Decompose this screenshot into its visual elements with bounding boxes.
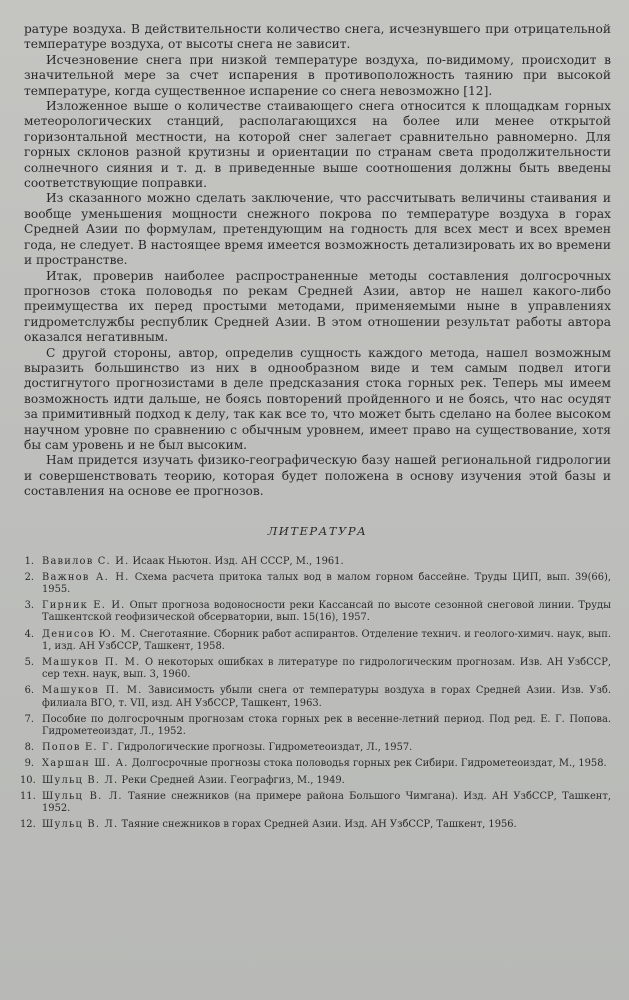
reference-number: 10. <box>20 774 36 786</box>
paragraph-3: Изложенное выше о количестве стаивающего снега относится к площадкам горных метеорологических станций, располагающихся на более или менее открытой горизонтальной местности, на которой снег залегает сравнительно равномерно. Для горных склонов разной крутизны и ориентации по странам света продолжительности солнечного сияния и т. д. в приведенные выше соотношения должны быть введены соответствующие поправки. <box>24 99 611 191</box>
reference-number: 4. <box>24 628 34 640</box>
reference-author: Вавилов С. И. <box>42 555 130 567</box>
reference-number: 6. <box>24 685 34 697</box>
reference-text: О некоторых ошибках в литературе по гидрологическим прогнозам. Изв. АН УзбССР, сер техн. наук, вып. 3, 1960. <box>42 657 612 681</box>
reference-text: Исаак Ньютон. Изд. АН СССР, М., 1961. <box>132 555 344 567</box>
reference-number: 7. <box>24 713 34 725</box>
references-title: ЛИТЕРАТУРА <box>267 523 368 538</box>
reference-number: 12. <box>20 819 36 831</box>
reference-number: 9. <box>24 758 34 770</box>
reference-text: Схема расчета притока талых вод в малом горном бассейне. Труды ЦИП, вып. 39(66), 1955. <box>42 571 611 595</box>
reference-author: Шульц В. Л. <box>42 819 119 831</box>
reference-text: Гидрологические прогнозы. Гидрометеоиздат, Л., 1957. <box>117 742 413 754</box>
reference-author: Денисов Ю. М. <box>42 628 137 640</box>
reference-item <box>24 572 611 596</box>
reference-item <box>24 657 611 681</box>
reference-text: Таяние снежников (на примере района Большого Чимгана). Изд. АН УзбССР, Ташкент, 1952. <box>42 790 611 815</box>
reference-author: Машуков П. М. <box>42 657 141 669</box>
reference-item <box>24 600 611 624</box>
paragraph-5: Итак, проверив наиболее распространенные методы составления долгосрочных прогнозов стока половодья по рекам Средней Азии, автор не нашел какого-либо преимущества их перед простыми методами, применяемыми ныне в управлениях гидрометслужбы республик Средней Азии. В этом отношении результат работы автора оказался негативным. <box>24 268 611 345</box>
reference-text: Пособие по долгосрочным прогнозам стока горных рек в весенне-летний период. Под ред. Е. Г. Попова. Гидрометеоиздат, Л., 1952. <box>42 713 611 738</box>
reference-item <box>24 758 611 770</box>
reference-item <box>24 742 611 754</box>
body-text <box>24 22 611 500</box>
reference-item <box>24 685 611 709</box>
reference-text: Опыт прогноза водоносности реки Кассансай по высоте сезонной снеговой линии. Труды Ташкентской геофизической обсерватории, вып. 15(16), 1957. <box>42 600 611 624</box>
reference-item <box>20 819 611 831</box>
reference-item <box>24 629 611 653</box>
reference-text: Реки Средней Азии. Географгиз, М., 1949. <box>121 774 345 786</box>
reference-number: 5. <box>24 657 34 669</box>
paragraph-4: Из сказанного можно сделать заключение, что рассчитывать величины стаивания и вообще уменьшения мощности снежного покрова по температуре воздуха в горах Средней Азии по формулам, претендующим на годность для всех мест и всех времен года, не следует. В настоящее время имеется возможность детализировать их во времени и пространстве. <box>24 191 611 268</box>
reference-text: Снеготаяние. Сборник работ аспирантов. Отделение технич. и геолого-химич. наук, вып. 1, изд. АН УзбССР, Ташкент, 1958. <box>42 628 612 652</box>
reference-author: Шульц В. Л. <box>42 774 119 786</box>
reference-number: 2. <box>24 571 34 583</box>
reference-text: Зависимость убыли снега от температуры воздуха в горах Средней Азии. Изв. Узб. филиала ВГО, т. VII, изд. АН УзбССР, Ташкент, 1963. <box>42 685 612 709</box>
reference-author: Гирник Е. И. <box>42 600 126 612</box>
reference-text: Таяние снежников в горах Средней Азии. Изд. АН УзбССР, Ташкент, 1956. <box>121 819 517 831</box>
reference-author: Важнов А. Н. <box>42 571 130 583</box>
reference-item <box>20 790 611 815</box>
reference-author: Шульц В. Л. <box>42 790 123 802</box>
paragraph-7: Нам придется изучать физико-географическую базу нашей региональной гидрологии и совершенствовать теорию, которая будет положена в основу изучения этой базы и составления на основе ее прогнозов. <box>24 453 611 499</box>
reference-author: Харшан Ш. А. <box>42 758 129 770</box>
reference-number: 11. <box>20 790 36 802</box>
reference-item <box>24 714 611 738</box>
paragraph-1: ратуре воздуха. В действительности количество снега, исчезнувшего при отрицательной температуре воздуха, от высоты снега не зависит. <box>24 22 611 52</box>
reference-text: Долгосрочные прогнозы стока половодья горных рек Сибири. Гидрометеоиздат, М., 1958. <box>131 758 607 770</box>
paragraph-2: Исчезновение снега при низкой температуре воздуха, по-видимому, происходит в значительной мере за счет испарения в противоположность таянию при высокой температуре, когда существенное испарение со снега невозможно [12]. <box>24 52 611 98</box>
reference-author: Машуков П. М. <box>42 685 143 697</box>
reference-number: 1. <box>24 555 34 567</box>
reference-item <box>20 774 611 787</box>
reference-number: 3. <box>24 600 34 612</box>
reference-item <box>24 556 611 568</box>
paragraph-6: С другой стороны, автор, определив сущность каждого метода, нашел возможным выразить большинство из них в однообразном виде и тем самым подвел итоги достигнутого прогнозистами в деле предсказания стока горных рек. Теперь мы имеем возможность идти дальше, не боясь повторений пройденного и не боясь, что нас осудят за примитивный подход к делу, так как все то, что может быть сделано на более высоком научном уровне по сравнению с обычным уровнем, имеет право на существование, хотя бы сам уровень и не был высоким. <box>24 345 611 452</box>
reference-number: 8. <box>24 742 34 754</box>
reference-author: Попов Е. Г. <box>42 742 115 754</box>
references-list <box>20 555 612 832</box>
